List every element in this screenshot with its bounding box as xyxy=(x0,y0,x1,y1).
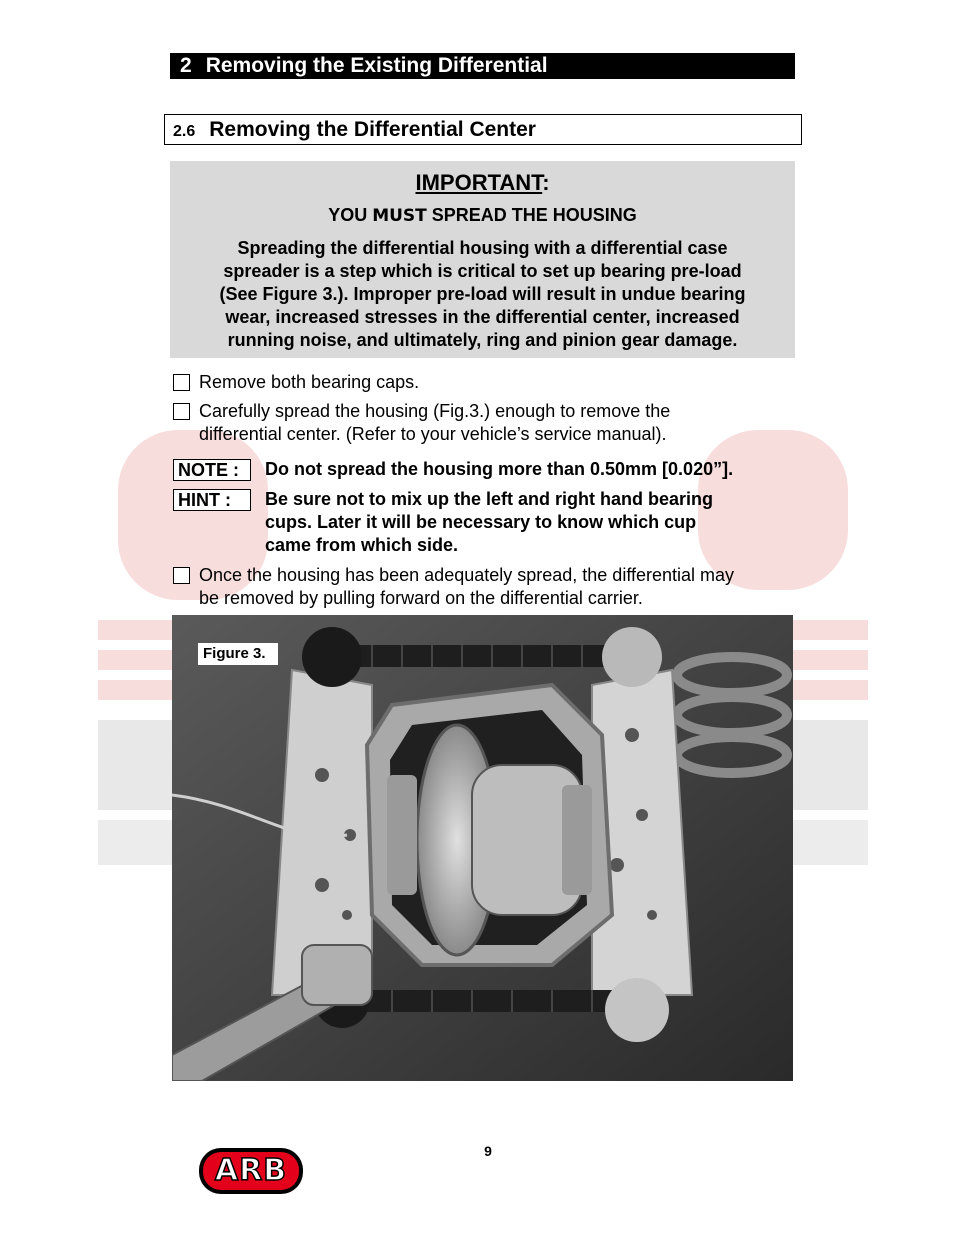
important-notice xyxy=(170,161,795,358)
subsection-number: 2.6 xyxy=(173,123,196,140)
section-number: 2 xyxy=(180,54,192,77)
hint-text: Be sure not to mix up the left and right hand bearing cups. Later it will be necessary to know which cup came from which side. xyxy=(265,489,714,555)
hint-label: HINT : xyxy=(173,489,251,511)
arb-logo xyxy=(197,1146,305,1196)
note-label: NOTE : xyxy=(173,459,251,481)
step-text: Remove both bearing caps. xyxy=(199,372,420,392)
subsection-heading xyxy=(164,114,802,145)
section-title: Removing the Existing Differential xyxy=(205,54,548,77)
figure-label: Figure 3. xyxy=(198,643,278,665)
page-number: 9 xyxy=(484,1143,492,1159)
step-checkbox[interactable] xyxy=(173,567,190,584)
figure-3-photo xyxy=(172,615,793,1081)
must-emphasis: MUST xyxy=(372,206,427,226)
step-checkbox[interactable] xyxy=(173,403,190,420)
note-text: Do not spread the housing more than 0.50mm [0.020”]. xyxy=(265,459,734,479)
step-checkbox[interactable] xyxy=(173,374,190,391)
step-text: Once the housing has been adequately spread, the differential may be removed by pulling forward on the differential carrier. xyxy=(199,565,735,608)
section-heading xyxy=(170,53,795,79)
logo-text: ARB xyxy=(214,1153,288,1188)
important-body: Spreading the differential housing with a differential case spreader is a step which is critical to set up bearing pre-load (See Figure 3.). Improper pre-load will result in undue bearing wear, increased stresses in the differential center, increased running noise, and ultimately, ring and pinion gear damage. xyxy=(219,238,746,350)
subsection-title: Removing the Differential Center xyxy=(209,118,536,141)
step-text: Carefully spread the housing (Fig.3.) enough to remove the differential center. (Refer to your vehicle’s service manual). xyxy=(199,401,671,444)
important-subtitle: YOU MUST SPREAD THE HOUSING xyxy=(328,205,637,226)
important-title: IMPORTANT: xyxy=(415,170,550,195)
